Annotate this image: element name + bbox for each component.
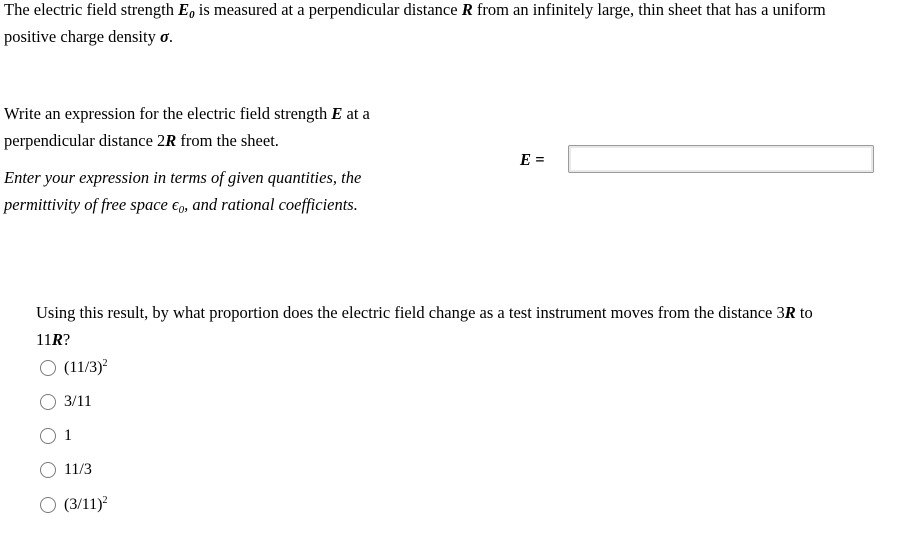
part-b-question-line-2: [36, 330, 70, 350]
symbol-r-3: R: [784, 303, 796, 322]
equation-label: [520, 150, 545, 170]
part-b-text-2: to: [795, 303, 813, 322]
part-a-text-3: perpendicular distance 2: [4, 131, 166, 150]
symbol-e: E: [331, 104, 343, 123]
option-label: 11/3: [64, 461, 92, 478]
symbol-r-2: R: [165, 131, 177, 150]
radio-button[interactable]: [40, 497, 56, 513]
part-a-text-2: at a: [342, 104, 370, 123]
part-a-question-line-2: [4, 131, 279, 151]
part-b-text-3: 11: [36, 330, 52, 349]
option-label: 1: [64, 427, 72, 444]
option-2[interactable]: [40, 391, 92, 413]
part-a-text-4: from the sheet.: [176, 131, 279, 150]
radio-button[interactable]: [40, 360, 56, 376]
intro-text-3: from an infinitely large, thin sheet that has a uniform: [472, 0, 826, 19]
intro-text-line2: positive charge density: [4, 27, 160, 46]
option-5[interactable]: [40, 494, 108, 516]
symbol-e0: $E_0$: [178, 0, 195, 21]
symbol-r-4: R: [51, 330, 63, 349]
part-b-question-line-1: [36, 303, 813, 323]
option-4[interactable]: [40, 459, 92, 481]
symbol-sigma: σ: [159, 27, 169, 46]
intro-text-1: The electric field strength: [4, 0, 174, 19]
problem-intro-line-1: [4, 0, 826, 20]
part-a-question-line-1: [4, 104, 370, 124]
intro-text-2: is measured at a perpendicular distance: [194, 0, 462, 19]
intro-period: .: [168, 27, 173, 46]
radio-button[interactable]: [40, 462, 56, 478]
hint-text-2: , and rational coefficients.: [184, 195, 358, 214]
option-label: 3/11: [64, 393, 92, 410]
answer-input[interactable]: [568, 145, 874, 173]
part-b-text-4: ?: [62, 330, 71, 349]
equation-label-text: E =: [520, 150, 545, 169]
hint-text-1: permittivity of free space: [4, 195, 173, 214]
option-3[interactable]: [40, 425, 72, 447]
radio-button[interactable]: [40, 428, 56, 444]
option-1[interactable]: [40, 357, 108, 379]
option-label: $(11/3)^2$: [64, 358, 108, 376]
option-label: $(3/11)^2$: [64, 495, 108, 513]
part-a-hint-line-1: Enter your expression in terms of given quantities, the: [4, 168, 362, 187]
problem-intro-line-2: [4, 27, 173, 47]
part-a-hint-line-2: [4, 195, 358, 215]
part-a-text-1: Write an expression for the electric field strength: [4, 104, 332, 123]
symbol-epsilon0: $\epsilon_0$: [172, 195, 185, 216]
radio-button[interactable]: [40, 394, 56, 410]
symbol-r: R: [461, 0, 473, 19]
part-b-text-1: Using this result, by what proportion does the electric field change as a test instrument moves from the distance 3: [36, 303, 785, 322]
